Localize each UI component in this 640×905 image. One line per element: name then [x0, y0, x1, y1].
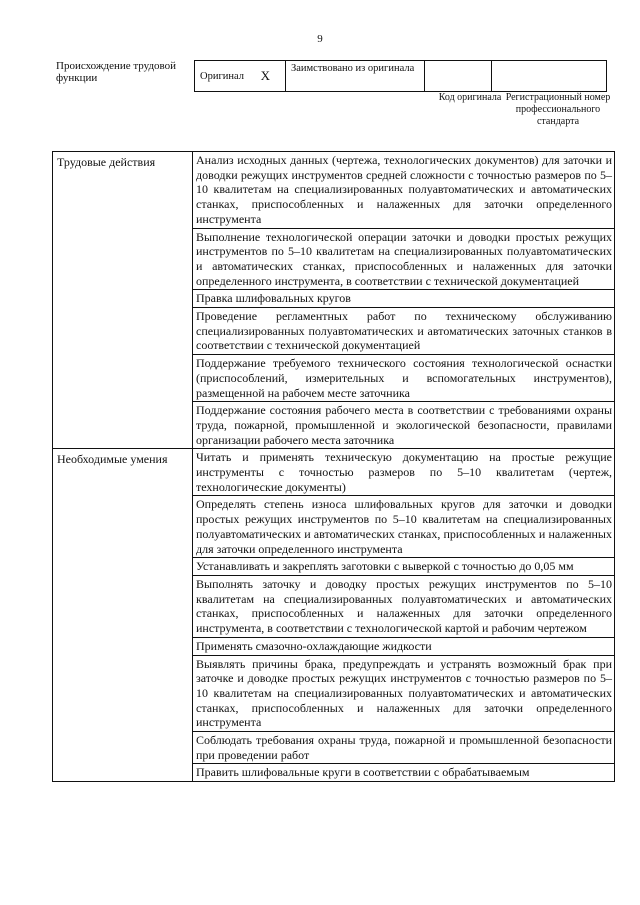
section-items: [193, 449, 615, 782]
table-row: Анализ исходных данных (чертежа, технологических документов) для заточки и доводки режущих инструментов средней сложности с точностью размеров по 5–10 квалитетам на специализированных полуавтоматических и автоматических станках, приспособленных и налаженных для заточки определенного инструмента: [196, 153, 612, 226]
section-label: Трудовые действия: [53, 152, 193, 449]
table-row: Устанавливать и закреплять заготовки с выверкой с точностью до 0,05 мм: [193, 557, 614, 575]
section-label: Необходимые умения: [53, 449, 193, 782]
section-items: [193, 152, 615, 449]
original-cell: [195, 61, 286, 92]
labor-actions-row: [53, 152, 615, 449]
required-skills-row: [53, 449, 615, 782]
table-row: Проведение регламентных работ по техническому обслуживанию специализированных полуавтоматических и автоматических заточных станков в соответствии с технической документацией: [193, 307, 614, 354]
functions-table: [52, 151, 615, 782]
page-number: 9: [317, 33, 323, 45]
table-row: Определять степень износа шлифовальных кругов для заточки и доводки простых режущих инструментов по 5–10 квалитетам на специализированных полуавтоматических и автоматических станках, приспособленных и налаженных для заточки определенного инструмента: [193, 495, 614, 557]
table-row: Выявлять причины брака, предупреждать и устранять возможный брак при заточке и доводке простых режущих инструментов с точностью размеров по 5–10 квалитетам на специализированных полуавтоматических и автоматических станках, приспособленных и налаженных для заточки определенного инструмента: [193, 655, 614, 732]
code-caption: Код оригинала: [438, 92, 502, 103]
table-row: Читать и применять техническую документацию на простые режущие инструменты с точностью размеров по 5–10 квалитетам (чертеж, технологические документы): [196, 450, 612, 494]
original-label: Оригинал: [200, 70, 244, 82]
origin-label: Происхождение трудовой функции: [56, 60, 177, 84]
table-row: Правка шлифовальных кругов: [193, 289, 614, 307]
reg-number-cell: [492, 61, 607, 92]
code-cell: [425, 61, 492, 92]
original-mark: X: [260, 68, 270, 83]
reg-caption: Регистрационный номер профессионального стандарта: [505, 92, 611, 127]
table-row: Поддержание состояния рабочего места в соответствии с требованиями охраны труда, пожарной, промышленной и экологической безопасности, правилами организации рабочего места заточника: [193, 401, 614, 448]
table-row: Применять смазочно-охлаждающие жидкости: [193, 637, 614, 655]
borrowed-cell: Заимствовано из оригинала: [286, 61, 425, 92]
table-row: Править шлифовальные круги в соответствии с обрабатываемым: [193, 763, 614, 781]
table-row: Выполнение технологической операции заточки и доводки простых режущих инструментов по 5–10 квалитетам на специализированных полуавтоматических и автоматических станках, приспособленных и налаженных для заточки определенного инструмента, в соответствии с технической документацией: [193, 228, 614, 290]
table-row: Соблюдать требования охраны труда, пожарной и промышленной безопасности при проведении работ: [193, 731, 614, 763]
origin-table: [194, 60, 607, 92]
table-row: Выполнять заточку и доводку простых режущих инструментов по 5–10 квалитетам на специализированных полуавтоматических и автоматических станках, приспособленных и налаженных для заточки определенного инструмента, в соответствии с технологической картой и рабочим чертежом: [193, 575, 614, 637]
table-row: Поддержание требуемого технического состояния технологической оснастки (приспособлений, измерительных и вспомогательных инструментов), размещенной на рабочем месте заточника: [193, 354, 614, 401]
